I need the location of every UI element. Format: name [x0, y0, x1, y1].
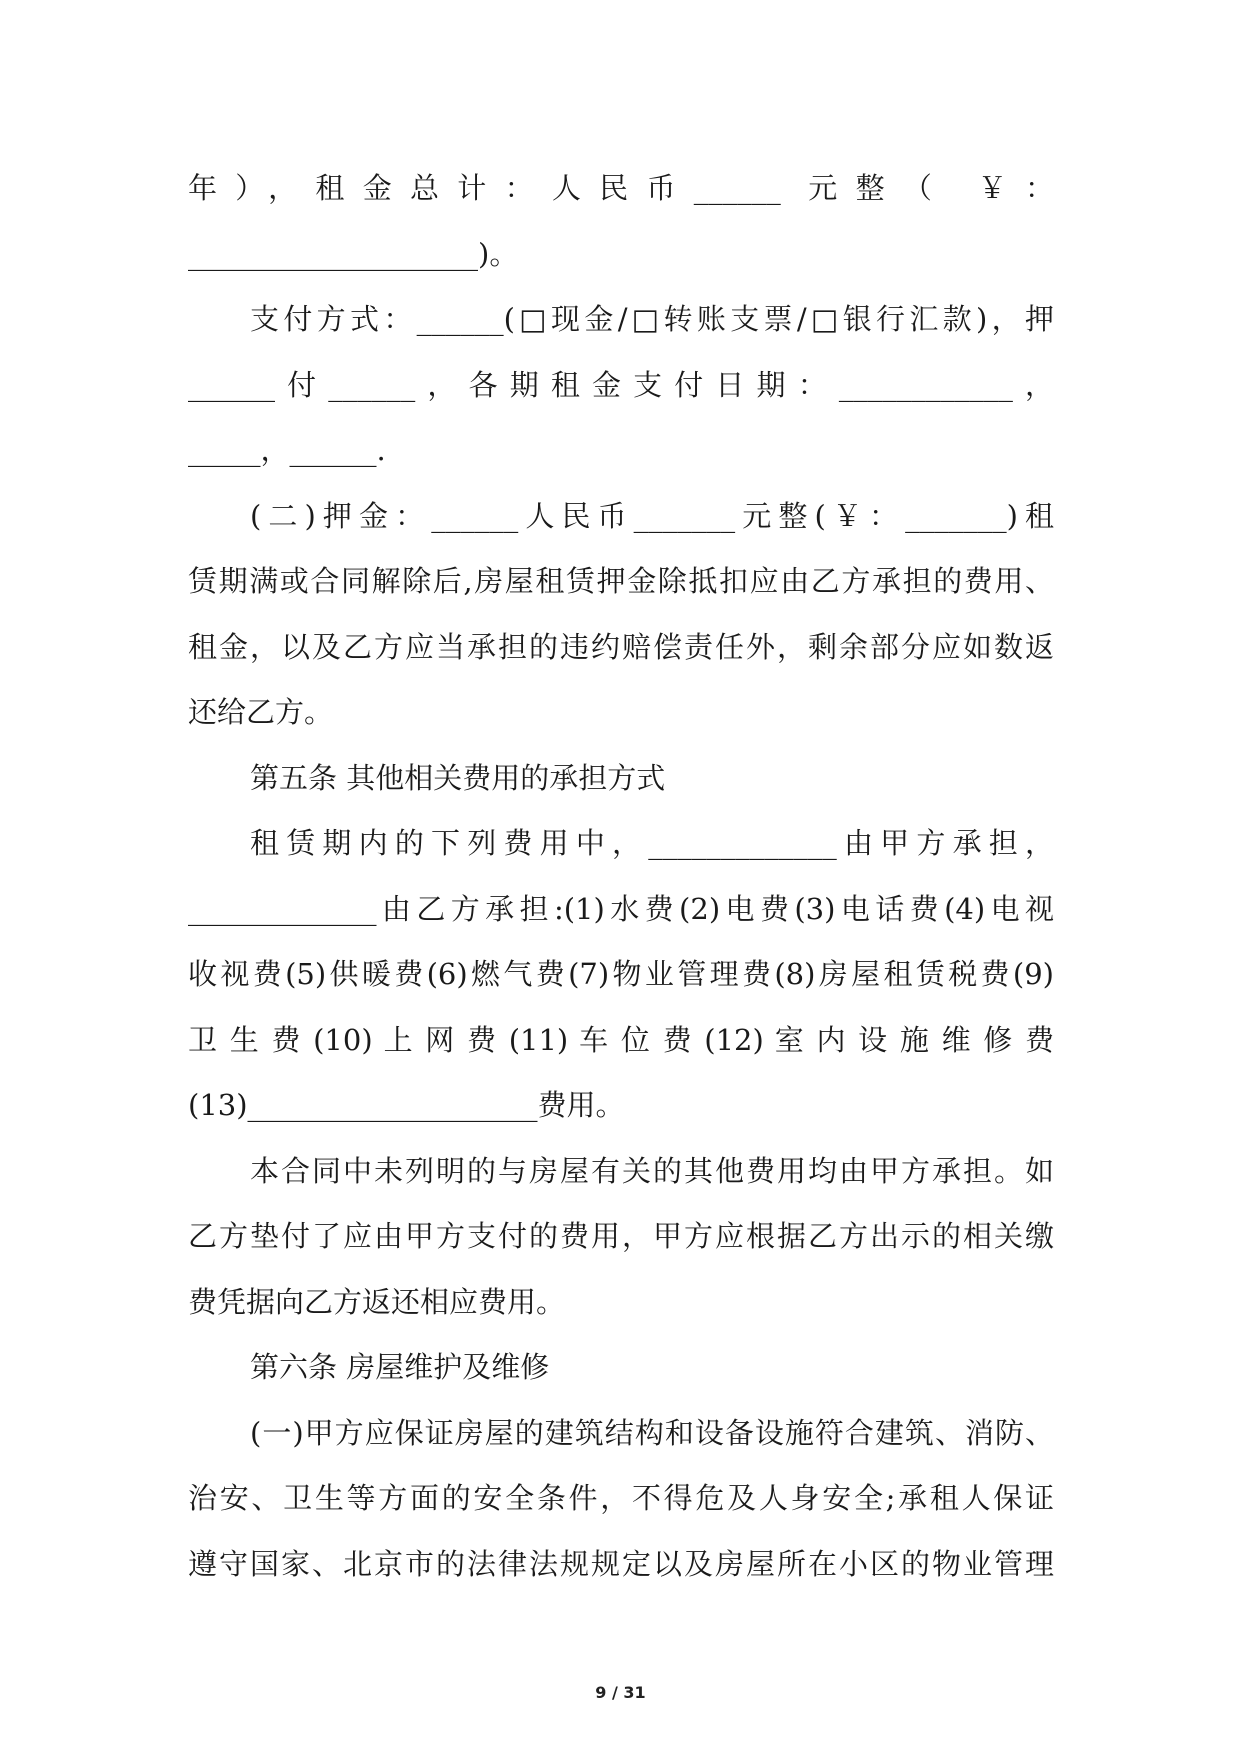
text-line-deposit-cont-3: 还给乙方。 [188, 695, 334, 729]
text-line-rent-total: 年），租金总计：人民币______ 元整（ ￥： [188, 171, 1054, 205]
text-line-fees-list-4: (13)____________________费用。 [188, 1088, 625, 1122]
article-five-heading: 第五条 其他相关费用的承担方式 [250, 760, 666, 795]
text-line-other-fees-3: 费凭据向乙方返还相应费用。 [188, 1284, 566, 1319]
text-line-fees-list-2: 收视费(5)供暖费(6)燃气费(7)物业管理费(8)房屋租赁税费(9) [188, 957, 1054, 991]
text-line-deposit-cont-2: 租金，以及乙方应当承担的违约赔偿责任外，剩余部分应如数返 [188, 629, 1054, 664]
page-number: 9 / 31 [595, 1683, 646, 1702]
text-line-fees-intro: 租赁期内的下列费用中，_____________由甲方承担， [250, 826, 1054, 860]
text-line-maintenance-3: 遵守国家、北京市的法律法规规定以及房屋所在小区的物业管理 [188, 1546, 1054, 1581]
text-line-payment-method: 支付方式：______(□现金/□转账支票/□银行汇款)，押 [250, 302, 1054, 336]
text-line-deposit-cont-1: 赁期满或合同解除后,房屋租赁押金除抵扣应由乙方承担的费用、 [188, 564, 1054, 598]
text-line-payment-dates: ______付______，各期租金支付日期：____________， [188, 367, 1054, 402]
text-line-other-fees-1: 本合同中未列明的与房屋有关的其他费用均由甲方承担。如 [250, 1153, 1054, 1188]
text-line-rent-total-amount: ____________________)。 [188, 236, 519, 271]
page-content [188, 156, 1054, 1597]
text-line-other-fees-2: 乙方垫付了应由甲方支付的费用，甲方应根据乙方出示的相关缴 [188, 1219, 1054, 1253]
text-line-maintenance-2: 治安、卫生等方面的安全条件，不得危及人身安全;承租人保证 [188, 1481, 1054, 1515]
text-line-payment-dates-cont: _____，______. [188, 433, 386, 467]
text-line-maintenance-1: (一)甲方应保证房屋的建筑结构和设备设施符合建筑、消防、 [250, 1415, 1054, 1450]
text-line-fees-list-1: _____________由乙方承担:(1)水费(2)电费(3)电话费(4)电视 [188, 891, 1054, 926]
article-six-heading: 第六条 房屋维护及维修 [250, 1350, 550, 1384]
text-line-deposit: (二)押金：______人民币_______元整(￥：_______)租 [250, 498, 1054, 533]
text-line-fees-list-3: 卫 生 费 (10) 上 网 费 (11) 车 位 费 (12) 室 内 设 施 维 修 费 [188, 1022, 1054, 1057]
